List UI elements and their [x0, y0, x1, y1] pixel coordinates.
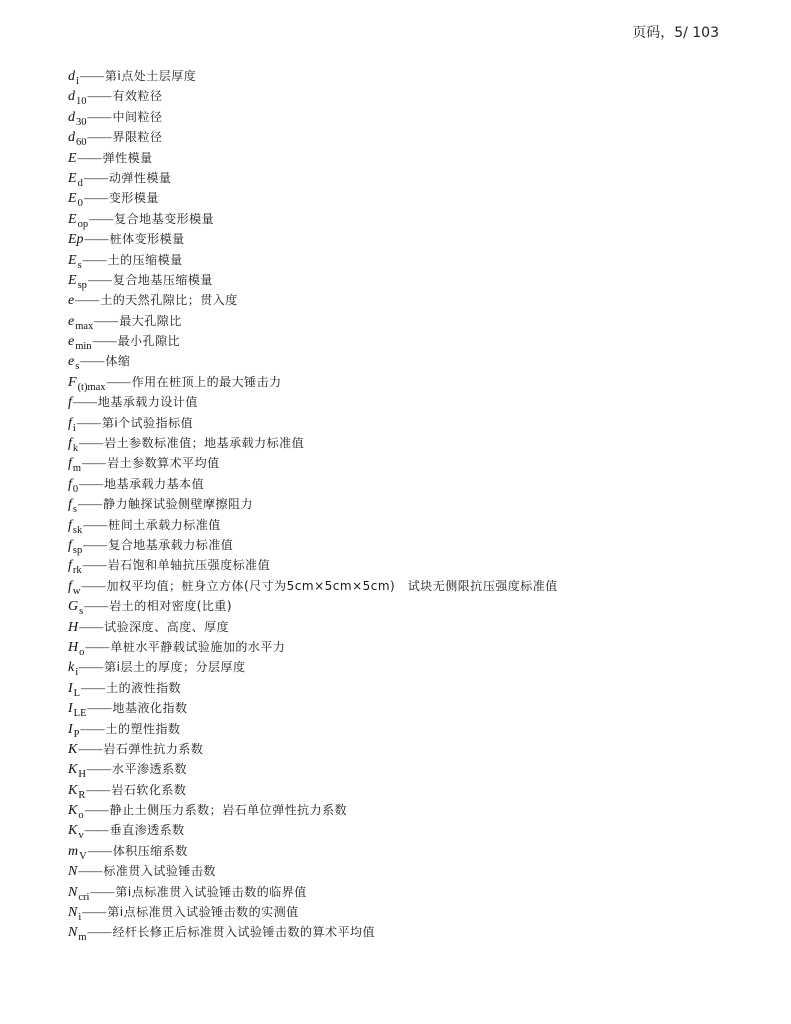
- symbol-definition: [68, 657, 558, 677]
- symbol-definition: [68, 698, 558, 718]
- symbol-subscript: w: [72, 585, 81, 597]
- em-dash: ——: [84, 232, 108, 247]
- symbol-subscript: sp: [77, 279, 87, 291]
- symbol-description: 第i点标准贯入试验锤击数的临界值: [115, 884, 307, 899]
- symbol: f: [68, 456, 72, 472]
- symbol-definition: [68, 841, 558, 861]
- symbol-definition: [68, 127, 558, 147]
- symbol-subscript: min: [75, 341, 92, 353]
- symbol-subscript: m: [72, 463, 82, 475]
- symbol-definition: [68, 372, 558, 392]
- symbol-description: 土的塑性指数: [105, 721, 181, 736]
- symbol-subscript: k: [72, 443, 79, 455]
- em-dash: ——: [72, 395, 96, 410]
- symbol-definition: [68, 474, 558, 494]
- symbol: N: [68, 905, 78, 921]
- symbol-description: 变形模量: [108, 191, 159, 206]
- em-dash: ——: [79, 660, 103, 675]
- symbol-description: 静止土侧压力系数；岩石单位弹性抗力系数: [109, 803, 348, 818]
- symbol-definition: [68, 229, 558, 249]
- symbol: m: [68, 843, 79, 859]
- symbol-description: 复合地基压缩模量: [112, 272, 213, 287]
- symbol-definition: [68, 515, 558, 535]
- symbol-subscript: i: [75, 667, 79, 679]
- symbol: K: [68, 762, 78, 778]
- symbol-description: 桩体变形模量: [109, 232, 185, 247]
- symbol-description: 岩土的相对密度(比重): [109, 599, 233, 614]
- symbol-definition: [68, 392, 558, 412]
- symbol: f: [68, 415, 72, 431]
- symbol-subscript: s: [79, 606, 84, 618]
- symbol-definition: [68, 433, 558, 453]
- symbol-description: 加权平均值；桩身立方体(尺寸为5cm×5cm×5cm) 试块无侧限抗压强度标准值: [106, 578, 558, 593]
- symbol-description: 土的液性指数: [106, 680, 182, 695]
- symbol: f: [68, 436, 72, 452]
- symbol-description: 第i点处土层厚度: [104, 69, 197, 83]
- symbol: f: [68, 537, 72, 553]
- symbol-description: 岩土参数标准值；地基承载力标准值: [104, 436, 305, 451]
- em-dash: ——: [89, 211, 113, 226]
- symbol-subscript: i: [78, 912, 82, 924]
- symbol-subscript: m: [78, 932, 87, 944]
- symbol-definition: [68, 209, 558, 229]
- em-dash: ——: [85, 639, 109, 654]
- symbol-description: 单桩水平静载试验施加的水平力: [110, 639, 286, 654]
- symbol-description: 岩石弹性抗力系数: [103, 741, 204, 756]
- symbol-description: 水平渗透系数: [111, 762, 187, 777]
- symbol-subscript: P: [73, 728, 80, 740]
- symbol-subscript: rk: [72, 565, 82, 577]
- symbol-definition: [68, 311, 558, 331]
- symbol: K: [68, 782, 78, 798]
- symbol: K: [68, 741, 78, 757]
- symbol: e: [68, 334, 75, 350]
- em-dash: ——: [82, 558, 106, 573]
- symbol-definition: [68, 290, 558, 310]
- symbol-definition: [68, 780, 558, 800]
- em-dash: ——: [77, 497, 101, 512]
- em-dash: ——: [80, 721, 104, 736]
- symbol-description: 最大孔隙比: [119, 313, 182, 328]
- symbol-definition: [68, 759, 558, 779]
- symbol-definition: [68, 494, 558, 514]
- symbol-definition: [68, 902, 558, 922]
- symbol-subscript: s: [77, 259, 82, 271]
- em-dash: ——: [84, 599, 108, 614]
- em-dash: ——: [79, 476, 103, 491]
- symbol-definition: [68, 168, 558, 188]
- em-dash: ——: [106, 374, 130, 389]
- symbol-description: 静力触探试验侧壁摩擦阻力: [102, 497, 253, 512]
- symbol-definition: [68, 453, 558, 473]
- symbol-subscript: sk: [72, 524, 83, 536]
- symbol-description: 经杆长修正后标准贯入试验锤击数的算术平均值: [112, 925, 376, 940]
- symbol: K: [68, 803, 78, 819]
- symbol-description: 试验深度、高度、厚度: [104, 619, 230, 634]
- symbol-subscript: i: [72, 422, 76, 434]
- symbol-description: 地基承载力设计值: [97, 395, 198, 410]
- page-number: 页码，5/ 103: [632, 25, 719, 41]
- symbol-subscript: 10: [76, 96, 87, 108]
- em-dash: ——: [75, 293, 99, 308]
- em-dash: ——: [92, 334, 116, 349]
- symbol-definition: [68, 739, 558, 759]
- symbol-subscript: V: [79, 850, 87, 862]
- symbol-subscript: o: [78, 810, 84, 822]
- symbol: N: [68, 884, 78, 900]
- symbol-subscript: d: [77, 177, 83, 189]
- symbol-definition: [68, 617, 558, 637]
- symbol: f: [68, 558, 72, 574]
- symbol-description: 动弹性模量: [108, 170, 172, 185]
- symbol-definition: [68, 861, 558, 881]
- symbol-description: 第i层土的厚度；分层厚度: [104, 660, 246, 675]
- em-dash: ——: [87, 701, 111, 716]
- em-dash: ——: [87, 925, 111, 940]
- symbol-definition: [68, 820, 558, 840]
- symbol: E: [68, 150, 77, 166]
- symbol-description: 桩间土承载力标准值: [108, 517, 221, 532]
- em-dash: ——: [83, 517, 107, 532]
- symbol-subscript: s: [72, 504, 77, 516]
- symbol: I: [68, 701, 73, 717]
- em-dash: ——: [83, 191, 107, 206]
- symbol-definition: [68, 86, 558, 106]
- symbol-description: 岩土参数算术平均值: [107, 456, 220, 471]
- symbol-list: [68, 66, 558, 943]
- symbol-definition: [68, 637, 558, 657]
- symbol: H: [68, 619, 79, 635]
- em-dash: ——: [80, 354, 104, 369]
- symbol-description: 岩石饱和单轴抗压强度标准值: [107, 558, 271, 573]
- symbol-subscript: sp: [72, 544, 83, 556]
- symbol: G: [68, 599, 79, 615]
- symbol-description: 最小孔隙比: [117, 334, 181, 349]
- symbol: K: [68, 823, 78, 839]
- symbol-definition: [68, 331, 558, 351]
- symbol: d: [68, 130, 75, 146]
- em-dash: ——: [82, 905, 106, 920]
- symbol-description: 土的压缩模量: [107, 252, 183, 267]
- symbol-description: 复合地基变形模量: [114, 211, 215, 226]
- symbol-description: 第i点标准贯入试验锤击数的实测值: [107, 905, 299, 920]
- symbol-description: 土的天然孔隙比；贯入度: [100, 293, 238, 308]
- symbol-description: 作用在桩顶上的最大锤击力: [131, 374, 282, 389]
- symbol-subscript: 0: [77, 198, 83, 210]
- symbol-subscript: L: [73, 687, 81, 699]
- em-dash: ——: [76, 415, 100, 430]
- symbol-definition: [68, 413, 558, 433]
- symbol-description: 地基承载力基本值: [104, 476, 205, 491]
- symbol-description: 有效粒径: [112, 89, 163, 104]
- symbol-subscript: v: [78, 830, 84, 842]
- em-dash: ——: [87, 843, 111, 858]
- em-dash: ——: [79, 619, 103, 634]
- symbol-subscript: 60: [76, 137, 87, 149]
- em-dash: ——: [82, 456, 106, 471]
- symbol: N: [68, 864, 78, 880]
- em-dash: ——: [86, 762, 110, 777]
- symbol-definition: [68, 922, 558, 942]
- symbol: e: [68, 313, 75, 329]
- symbol-subscript: LE: [73, 708, 87, 720]
- symbol-definition: [68, 270, 558, 290]
- symbol: f: [68, 395, 72, 411]
- symbol-definition: [68, 535, 558, 555]
- symbol-definition: [68, 678, 558, 698]
- symbol-subscript: i: [76, 76, 79, 87]
- symbol: f: [68, 517, 72, 533]
- symbol-definition: [68, 596, 558, 616]
- symbol: I: [68, 680, 73, 696]
- em-dash: ——: [94, 313, 118, 328]
- symbol-description: 中间粒径: [112, 109, 163, 124]
- symbol: k: [68, 660, 75, 676]
- symbol-description: 垂直渗透系数: [109, 823, 185, 838]
- em-dash: ——: [87, 89, 111, 104]
- symbol: E: [68, 252, 77, 268]
- symbol-definition: [68, 719, 558, 739]
- symbol-definition: [68, 555, 558, 575]
- symbol: f: [68, 497, 72, 513]
- symbol-description: 标准贯入试验锤击数: [103, 864, 216, 879]
- symbol-definition: [68, 351, 558, 371]
- em-dash: ——: [87, 130, 111, 145]
- symbol-description: 体缩: [105, 354, 131, 369]
- em-dash: ——: [83, 170, 107, 185]
- symbol: d: [68, 69, 75, 84]
- symbol-subscript: 30: [76, 116, 87, 128]
- symbol-definition: [68, 148, 558, 168]
- symbol-subscript: H: [78, 769, 86, 781]
- em-dash: ——: [84, 803, 108, 818]
- em-dash: ——: [87, 109, 111, 124]
- symbol: E: [68, 272, 77, 288]
- em-dash: ——: [82, 252, 106, 267]
- symbol-definition: [68, 576, 558, 596]
- symbol: f: [68, 578, 72, 594]
- em-dash: ——: [79, 436, 103, 451]
- em-dash: ——: [83, 537, 107, 552]
- em-dash: ——: [81, 578, 105, 593]
- symbol: E: [68, 211, 77, 227]
- symbol-subscript: op: [77, 218, 89, 230]
- symbol-subscript: s: [75, 361, 80, 373]
- em-dash: ——: [78, 864, 102, 879]
- symbol-description: 界限粒径: [112, 130, 163, 145]
- symbol-subscript: (t)max: [77, 381, 106, 393]
- em-dash: ——: [78, 741, 102, 756]
- symbol-definition: [68, 107, 558, 127]
- symbol: F: [68, 374, 77, 390]
- symbol-definition: [68, 66, 558, 86]
- symbol-subscript: cri: [78, 891, 90, 903]
- symbol-subscript: R: [78, 789, 86, 801]
- symbol: e: [68, 293, 75, 309]
- em-dash: ——: [90, 884, 114, 899]
- symbol-description: 地基液化指数: [112, 701, 188, 716]
- symbol: e: [68, 354, 75, 370]
- em-dash: ——: [87, 272, 111, 287]
- em-dash: ——: [84, 823, 108, 838]
- symbol-description: 复合地基承载力标准值: [108, 537, 234, 552]
- symbol-subscript: max: [75, 320, 94, 332]
- symbol: Ep: [68, 232, 84, 248]
- symbol-description: 岩石软化系数: [111, 782, 187, 797]
- symbol-definition: [68, 882, 558, 902]
- em-dash: ——: [77, 150, 101, 165]
- symbol: E: [68, 170, 77, 186]
- symbol: N: [68, 925, 78, 941]
- symbol: f: [68, 476, 72, 492]
- symbol: d: [68, 109, 75, 125]
- symbol-definition: [68, 188, 558, 208]
- symbol-subscript: o: [79, 646, 85, 658]
- symbol-description: 第i个试验指标值: [101, 415, 194, 430]
- symbol: d: [68, 89, 75, 105]
- symbol-description: 体积压缩系数: [112, 843, 188, 858]
- symbol-definition: [68, 250, 558, 270]
- symbol-definition: [68, 800, 558, 820]
- symbol-subscript: 0: [72, 483, 79, 495]
- em-dash: ——: [79, 69, 103, 83]
- symbol: E: [68, 191, 77, 207]
- symbol-description: 弹性模量: [102, 150, 153, 165]
- em-dash: ——: [81, 680, 105, 695]
- em-dash: ——: [86, 782, 110, 797]
- symbol: I: [68, 721, 73, 737]
- symbol: H: [68, 639, 79, 655]
